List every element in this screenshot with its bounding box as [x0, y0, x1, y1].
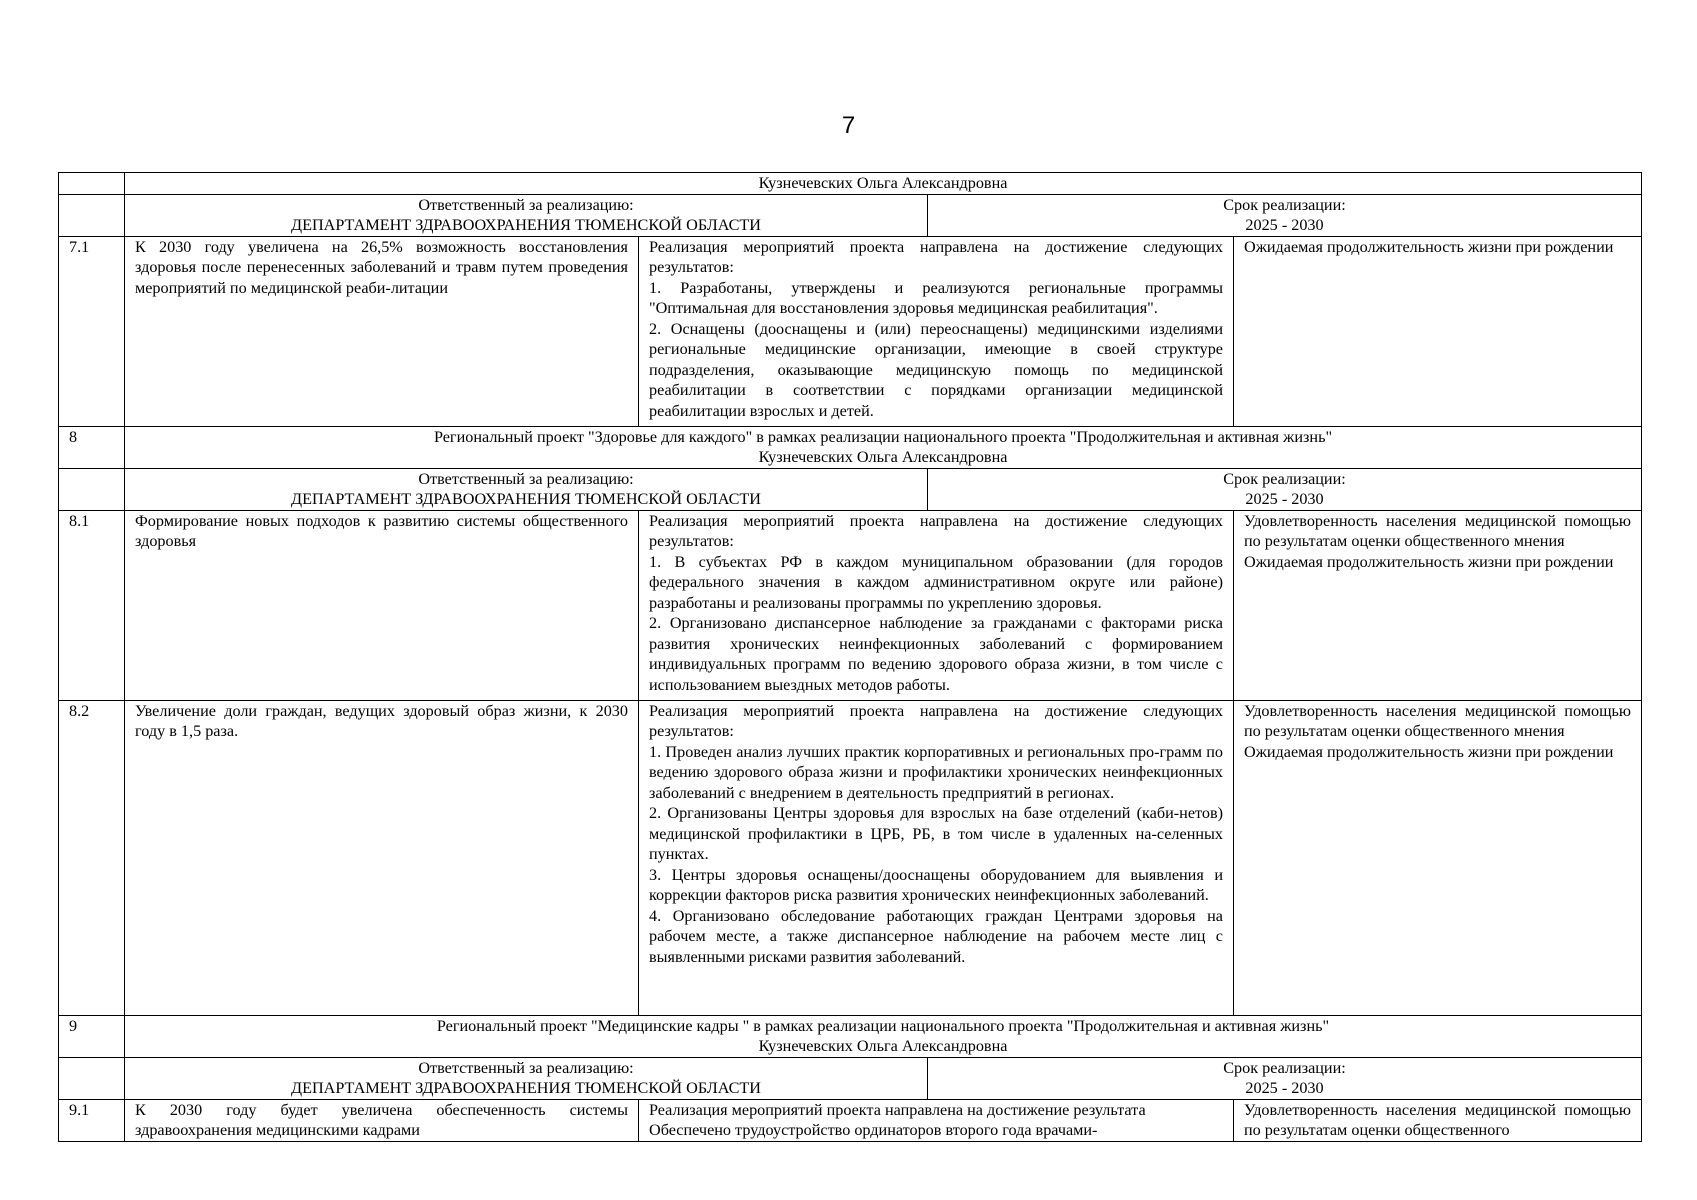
term-value: 2025 - 2030 [1245, 1079, 1324, 1097]
results-intro: Реализация мероприятий проекта направлена на достижение следующих результатов: [649, 237, 1223, 276]
table-row-8-2 [59, 700, 1642, 1015]
indicator-item: Ожидаемая продолжительность жизни при рождении [1244, 552, 1614, 571]
table-row-8 [59, 426, 1642, 468]
result-item: 1. Проведен анализ лучших практик корпоративных и региональных про-грамм по ведению здорового образа жизни и профилактики хронических неинфекционных заболеваний с внедрением в деятельность предприятий в регионах. [649, 742, 1223, 802]
result-item: 1. В субъектах РФ в каждом муниципальном образовании (для городов федерального значения в каждом административном округе или районе) разработаны и реализованы программы по укреплению здоровья. [649, 552, 1223, 612]
responsible-label: Ответственный за реализацию: [418, 195, 634, 214]
indicator-item: Удовлетворенность населения медицинской помощью по результатам оценки общественного мнения [1244, 701, 1632, 740]
results-cell [639, 510, 1234, 700]
row-number: 8.2 [59, 700, 125, 1015]
results-intro: Реализация мероприятий проекта направлена на достижение следующих результатов: [649, 701, 1223, 740]
term-cell [928, 468, 1642, 510]
task-text: Увеличение доли граждан, ведущих здоровый образ жизни, к 2030 году в 1,5 раза. [135, 701, 628, 740]
responsible-label: Ответственный за реализацию: [418, 1058, 634, 1077]
indicator-item: Удовлетворенность населения медицинской помощью по результатам оценки общественного мнения [1244, 511, 1632, 550]
responsible-value: ДЕПАРТАМЕНТ ЗДРАВООХРАНЕНИЯ ТЮМЕНСКОЙ ОБЛАСТИ [291, 1079, 761, 1097]
project-title: Региональный проект "Медицинские кадры " в рамках реализации национального проекта "Продолжительная и активная жизнь" [436, 1016, 1330, 1035]
table-row-9 [59, 1015, 1642, 1057]
responsible-cell [125, 194, 928, 236]
term-label: Срок реализации: [1223, 195, 1346, 214]
responsible-value: ДЕПАРТАМЕНТ ЗДРАВООХРАНЕНИЯ ТЮМЕНСКОЙ ОБЛАСТИ [291, 490, 761, 508]
project-cell [125, 1015, 1642, 1057]
row-number: 7.1 [59, 236, 125, 426]
result-item: 2. Организовано диспансерное наблюдение за гражданами с факторами риска развития хронических неинфекционных заболеваний с формированием индивидуальных программ по ведению здорового образа жизни, в том числе с использованием выездных методов работы. [649, 614, 1223, 694]
result-item: 4. Организовано обследование работающих граждан Центрами здоровья на рабочем месте, а также диспансерное наблюдение на рабочем месте лиц с выявленными рисками развития заболеваний. [649, 906, 1223, 966]
curator-name: Кузнечевских Ольга Александровна [758, 1037, 1008, 1055]
result-item: Обеспечено трудоустройство ординаторов второго года врачами- [649, 1121, 1098, 1139]
task-text: Формирование новых подходов к развитию системы общественного здоровья [135, 511, 628, 550]
indicators-cell [1234, 1099, 1642, 1141]
table-row-responsible [59, 1057, 1642, 1099]
term-value: 2025 - 2030 [1245, 216, 1324, 234]
term-cell [928, 1057, 1642, 1099]
indicators-cell [1234, 236, 1642, 426]
table-row-curator-top [59, 173, 1642, 195]
result-item: 3. Центры здоровья оснащены/дооснащены оборудованием для выявления и коррекции факторов риска развития хронических неинфекционных заболеваний. [649, 865, 1223, 904]
results-intro: Реализация мероприятий проекта направлена на достижение следующих результатов: [649, 511, 1223, 550]
cell-num-empty [59, 1057, 125, 1099]
term-label: Срок реализации: [1223, 469, 1346, 488]
responsible-cell [125, 468, 928, 510]
cell-num-empty [59, 194, 125, 236]
indicator-item: Удовлетворенность населения медицинской помощью по результатам оценки общественного [1244, 1100, 1632, 1139]
result-item: 2. Оснащены (дооснащены и (или) переоснащены) медицинскими изделиями региональные медицинские организации, имеющие в своей структуре подразделения, оказывающие медицинскую помощь по медицинской реабилитации в соответствии с порядками организации медицинской реабилитации взрослых и детей. [649, 319, 1223, 420]
curator-name: Кузнечевских Ольга Александровна [125, 173, 1642, 195]
term-value: 2025 - 2030 [1245, 490, 1324, 508]
row-number: 9 [59, 1015, 125, 1057]
responsible-label: Ответственный за реализацию: [418, 469, 634, 488]
task-cell [125, 1099, 639, 1141]
indicator-item: Ожидаемая продолжительность жизни при рождении [1244, 237, 1614, 256]
page-number: 7 [841, 112, 856, 139]
cell-num-empty [59, 468, 125, 510]
cell-num-empty [59, 173, 125, 195]
table-row-responsible [59, 194, 1642, 236]
table-row-7-1 [59, 236, 1642, 426]
result-item: 1. Разработаны, утверждены и реализуются региональные программы "Оптимальная для восстановления здоровья медицинская реабилитация". [649, 278, 1223, 317]
term-label: Срок реализации: [1223, 1058, 1346, 1077]
row-number: 9.1 [59, 1099, 125, 1141]
task-cell [125, 236, 639, 426]
results-intro: Реализация мероприятий проекта направлена на достижение результата [649, 1100, 1146, 1119]
indicator-item: Ожидаемая продолжительность жизни при рождении [1244, 742, 1614, 761]
project-table [58, 172, 1642, 1142]
results-cell [639, 1099, 1234, 1141]
task-cell [125, 510, 639, 700]
project-title: Региональный проект "Здоровье для каждого" в рамках реализации национального проекта "Продолжительная и активная жизнь" [433, 427, 1333, 446]
table-row-9-1 [59, 1099, 1642, 1141]
indicators-cell [1234, 510, 1642, 700]
indicators-cell [1234, 700, 1642, 1015]
table-row-responsible [59, 468, 1642, 510]
results-cell [639, 236, 1234, 426]
curator-name: Кузнечевских Ольга Александровна [758, 448, 1008, 466]
responsible-value: ДЕПАРТАМЕНТ ЗДРАВООХРАНЕНИЯ ТЮМЕНСКОЙ ОБЛАСТИ [291, 216, 761, 234]
project-cell [125, 426, 1642, 468]
results-cell [639, 700, 1234, 1015]
table-row-8-1 [59, 510, 1642, 700]
task-cell [125, 700, 639, 1015]
responsible-cell [125, 1057, 928, 1099]
row-number: 8 [59, 426, 125, 468]
result-item: 2. Организованы Центры здоровья для взрослых на базе отделений (каби-нетов) медицинской профилактики в ЦРБ, РБ, в том числе в удаленных на-селенных пунктах. [649, 804, 1223, 863]
task-text: К 2030 году увеличена на 26,5% возможность восстановления здоровья после перенесенных заболеваний и травм путем проведения мероприятий по медицинской реаби-литации [135, 237, 628, 297]
row-number: 8.1 [59, 510, 125, 700]
task-text: К 2030 году будет увеличена обеспеченность системы здравоохранения медицинскими кадрами [135, 1100, 628, 1139]
term-cell [928, 194, 1642, 236]
